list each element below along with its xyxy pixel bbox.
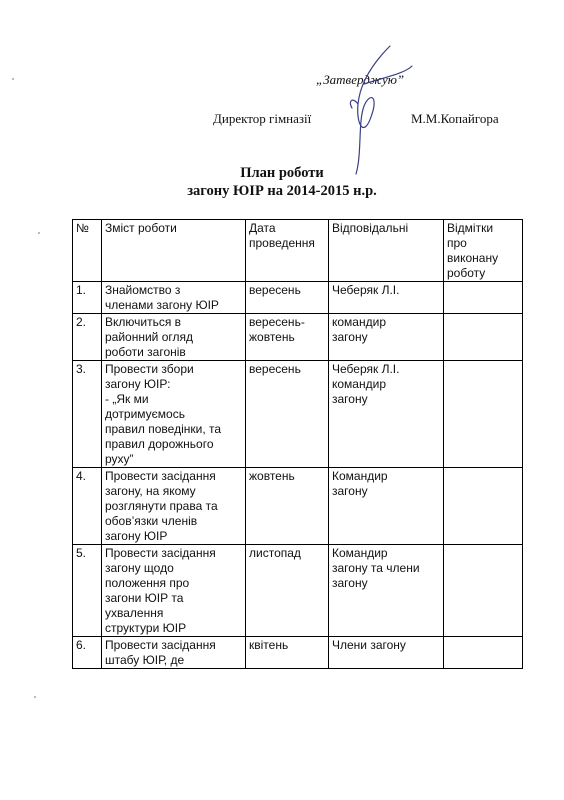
row-responsible-line: загону bbox=[332, 392, 368, 406]
row-content-line: Провести засідання bbox=[105, 469, 216, 483]
row-content-line: Провести засідання bbox=[105, 546, 216, 560]
header-notes-line: роботу bbox=[447, 266, 486, 280]
row-content-line: членами загону ЮІР bbox=[105, 298, 219, 312]
row-date bbox=[246, 282, 329, 314]
scan-speck bbox=[34, 696, 36, 698]
row-responsible-line: загону bbox=[332, 484, 368, 498]
handwritten-signature bbox=[312, 44, 422, 184]
row-content-line: правил дорожнього bbox=[105, 437, 214, 451]
row-content-line: ухвалення bbox=[105, 606, 164, 620]
row-responsible-line: Чеберяк Л.І. bbox=[332, 362, 400, 376]
row-notes bbox=[444, 545, 523, 637]
row-content-line: роботи загонів bbox=[105, 345, 186, 359]
header-date-line: проведення bbox=[249, 236, 315, 250]
row-date bbox=[246, 314, 329, 361]
row-date-line: вересень bbox=[249, 362, 301, 376]
row-content-line: розглянути права та bbox=[105, 499, 218, 513]
row-content-line: дотримуємось bbox=[105, 407, 185, 421]
row-date-line: жовтень bbox=[249, 469, 295, 483]
row-responsible bbox=[329, 637, 444, 669]
row-number: 1. bbox=[73, 282, 102, 314]
row-notes bbox=[444, 361, 523, 468]
row-responsible-line: загону bbox=[332, 330, 368, 344]
row-notes bbox=[444, 314, 523, 361]
row-content bbox=[102, 468, 246, 545]
row-content-line: Провести збори bbox=[105, 362, 194, 376]
header-date bbox=[246, 220, 329, 282]
row-responsible bbox=[329, 468, 444, 545]
row-content-line: загону ЮІР: bbox=[105, 377, 171, 391]
row-responsible bbox=[329, 361, 444, 468]
row-content bbox=[102, 545, 246, 637]
row-responsible bbox=[329, 314, 444, 361]
row-number: 6. bbox=[73, 637, 102, 669]
header-notes-line: про bbox=[447, 236, 467, 250]
row-responsible-line: Чеберяк Л.І. bbox=[332, 283, 400, 297]
table-header-row bbox=[73, 220, 523, 282]
scan-speck bbox=[12, 78, 14, 80]
header-content: Зміст роботи bbox=[102, 220, 246, 282]
header-date-line: Дата bbox=[249, 221, 276, 235]
row-responsible-line: командир bbox=[332, 315, 386, 329]
row-date bbox=[246, 361, 329, 468]
row-content-line: штабу ЮІР, де bbox=[105, 653, 185, 667]
work-plan-table bbox=[72, 219, 523, 669]
director-name: М.М.Копайгора bbox=[411, 111, 499, 126]
row-content-line: Провести засідання bbox=[105, 638, 216, 652]
row-content bbox=[102, 314, 246, 361]
row-date bbox=[246, 468, 329, 545]
row-date bbox=[246, 545, 329, 637]
row-responsible bbox=[329, 282, 444, 314]
header-notes-line: Відмітки bbox=[447, 221, 494, 235]
row-content-line: загони ЮІР та bbox=[105, 591, 184, 605]
row-notes bbox=[444, 637, 523, 669]
row-responsible bbox=[329, 545, 444, 637]
row-content-line: Включиться в bbox=[105, 315, 182, 329]
plan-title: План роботи bbox=[240, 165, 324, 181]
row-responsible-line: загону bbox=[332, 576, 368, 590]
row-content bbox=[102, 282, 246, 314]
row-responsible-line: командир bbox=[332, 377, 386, 391]
table-row bbox=[73, 282, 523, 314]
table-row bbox=[73, 637, 523, 669]
row-content-line: руху” bbox=[105, 452, 134, 466]
row-content-line: обов’язки членів bbox=[105, 514, 198, 528]
row-content-line: районний огляд bbox=[105, 330, 194, 344]
header-number: № bbox=[73, 220, 102, 282]
row-number: 3. bbox=[73, 361, 102, 468]
header-responsible: Відповідальні bbox=[329, 220, 444, 282]
row-content-line: структури ЮІР bbox=[105, 621, 187, 635]
row-notes bbox=[444, 282, 523, 314]
row-date-line: вересень bbox=[249, 283, 301, 297]
approval-stamp-label: „Затверджую” bbox=[316, 72, 405, 87]
row-responsible-line: Члени загону bbox=[332, 638, 406, 652]
row-number: 2. bbox=[73, 314, 102, 361]
row-notes bbox=[444, 468, 523, 545]
table-row bbox=[73, 314, 523, 361]
row-responsible-line: загону та члени bbox=[332, 561, 420, 575]
row-content-line: правил поведінки, та bbox=[105, 422, 222, 436]
row-responsible-line: Командир bbox=[332, 546, 388, 560]
header-notes bbox=[444, 220, 523, 282]
row-date-line: вересень- bbox=[249, 315, 305, 329]
row-content bbox=[102, 361, 246, 468]
row-date-line: жовтень bbox=[249, 330, 295, 344]
row-content bbox=[102, 637, 246, 669]
table-row bbox=[73, 545, 523, 637]
row-content-line: - „Як ми bbox=[105, 392, 149, 406]
row-date bbox=[246, 637, 329, 669]
row-content-line: Знайомство з bbox=[105, 283, 181, 297]
plan-subtitle: загону ЮІР на 2014-2015 н.р. bbox=[187, 183, 377, 199]
row-number: 5. bbox=[73, 545, 102, 637]
row-responsible-line: Командир bbox=[332, 469, 388, 483]
table-row bbox=[73, 468, 523, 545]
row-number: 4. bbox=[73, 468, 102, 545]
row-content-line: загону, на якому bbox=[105, 484, 196, 498]
director-title: Директор гімназії bbox=[213, 111, 312, 126]
row-content-line: положення про bbox=[105, 576, 190, 590]
header-notes-line: виконану bbox=[447, 251, 499, 265]
row-date-line: листопад bbox=[249, 546, 301, 560]
row-content-line: загону щодо bbox=[105, 561, 174, 575]
row-date-line: квітень bbox=[249, 638, 289, 652]
table-row bbox=[73, 361, 523, 468]
scan-speck bbox=[38, 232, 40, 234]
row-content-line: загону ЮІР bbox=[105, 529, 168, 543]
